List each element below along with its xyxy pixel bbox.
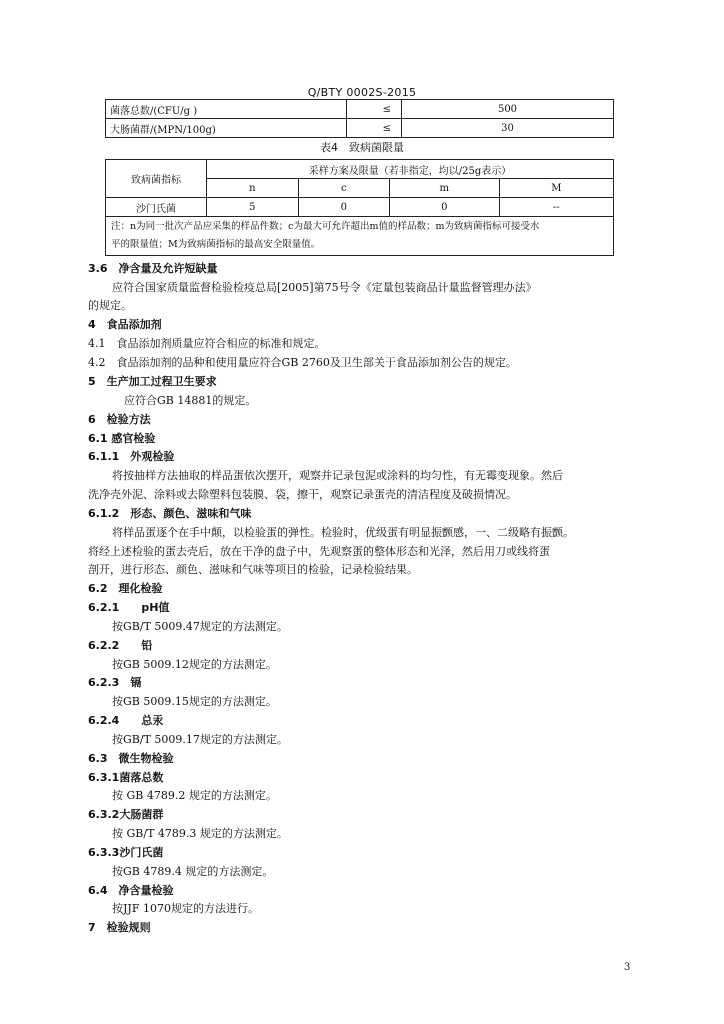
body-text: 4.2 食品添加剂的品种和使用量应符合GB 2760及卫生部关于食品添加剂公告的规定。 xyxy=(88,356,517,369)
section-heading: 6.1.1 外观检验 xyxy=(88,450,175,463)
body-text: 按GB/T 5009.47规定的方法测定。 xyxy=(112,620,288,633)
body-text: 应符合GB 14881的规定。 xyxy=(124,394,257,407)
pathogen-limits-table xyxy=(105,159,614,256)
table-row xyxy=(106,160,614,179)
section-heading: 6.1.2 形态、颜色、滋味和气味 xyxy=(88,507,252,520)
doc-code-header: Q/BTY 0002S-2015 xyxy=(307,86,417,99)
body-text: 将按抽样方法抽取的样品蛋依次摆开，观察并记录包泥或涂料的均匀性，有无霉变现象。然后 xyxy=(112,469,563,482)
section-heading: 6.4 净含量检验 xyxy=(88,884,174,897)
section-heading: 5 生产加工过程卫生要求 xyxy=(88,375,217,388)
table-note xyxy=(106,217,614,256)
table-note-line: 注：n为同一批次产品应采集的样品件数；c为最大可允许超出m值的样品数；m为致病菌指标可接受水 xyxy=(111,221,540,232)
body-text: 按 GB/T 4789.3 规定的方法测定。 xyxy=(112,827,288,840)
table-note-line: 平的限量值；M为致病菌指标的最高安全限量值。 xyxy=(111,239,321,250)
table-cell: 500 xyxy=(402,100,614,119)
table-cell: 沙门氏菌 xyxy=(106,198,207,217)
table-header-cell: n xyxy=(207,179,299,198)
section-heading: 7 检验规则 xyxy=(88,921,151,934)
table-cell: 0 xyxy=(298,198,389,217)
body-text: 将样品蛋逐个在手中颠，以检验蛋的弹性。检验时，优级蛋有明显振颤感，一、二级略有振颤。 xyxy=(112,526,574,539)
table-cell: 菌落总数/(CFU/g ) xyxy=(106,100,347,119)
table-header-cell: 致病菌指标 xyxy=(106,160,207,198)
body-text: 应符合国家质量监督检验检疫总局[2005]第75号令《定量包装商品计量监督管理办法》 xyxy=(112,281,537,294)
table-row xyxy=(106,217,614,256)
section-heading: 6.2 理化检验 xyxy=(88,582,163,595)
table-cell: 大肠菌群/(MPN/100g) xyxy=(106,119,347,138)
body-text: 按GB 5009.15规定的方法测定。 xyxy=(112,695,277,708)
section-heading: 6.2.2 铅 xyxy=(88,639,153,652)
body-text: 按GB 5009.12规定的方法测定。 xyxy=(112,658,277,671)
page-number: 3 xyxy=(624,962,631,973)
body-text: 洗净壳外泥、涂料或去除塑料包装膜、袋，擦干，观察记录蛋壳的清洁程度及破损情况。 xyxy=(88,488,517,501)
table-row xyxy=(106,119,614,138)
table-cell: 5 xyxy=(207,198,299,217)
section-heading: 6.1 感官检验 xyxy=(88,432,156,445)
body-text: 按 GB 4789.2 规定的方法测定。 xyxy=(112,789,277,802)
body-text: 按GB 4789.4 规定的方法测定。 xyxy=(112,865,274,878)
table-row xyxy=(106,198,614,217)
table-cell: 0 xyxy=(389,198,499,217)
table-header-cell: c xyxy=(298,179,389,198)
table-cell: ≤ xyxy=(347,119,402,138)
table-header-cell: M xyxy=(499,179,613,198)
table-cell: 30 xyxy=(402,119,614,138)
body-text: 按JJF 1070规定的方法进行。 xyxy=(112,902,259,915)
table-header-cell: m xyxy=(389,179,499,198)
table-row xyxy=(106,100,614,119)
table-header-cell: 采样方案及限量（若非指定，均以/25g表示） xyxy=(207,160,614,179)
section-heading: 6.3.2大肠菌群 xyxy=(88,808,164,821)
section-heading: 6.2.1 pH值 xyxy=(88,601,170,614)
microbial-limits-table xyxy=(105,99,614,138)
body-text: 的规定。 xyxy=(88,299,132,312)
section-heading: 6.3.1菌落总数 xyxy=(88,771,164,784)
section-heading: 6.3 微生物检验 xyxy=(88,752,174,765)
body-text: 按GB/T 5009.17规定的方法测定。 xyxy=(112,733,288,746)
table4-caption: 表4 致病菌限量 xyxy=(320,141,404,154)
section-heading: 3.6 净含量及允许短缺量 xyxy=(88,262,218,275)
section-heading: 6.2.4 总汞 xyxy=(88,714,164,727)
table-cell: -- xyxy=(499,198,613,217)
section-heading: 4 食品添加剂 xyxy=(88,318,162,331)
body-text: 剖开，进行形态、颜色、滋味和气味等项目的检验，记录检验结果。 xyxy=(88,563,418,576)
section-heading: 6.3.3沙门氏菌 xyxy=(88,846,164,859)
table-cell: ≤ xyxy=(347,100,402,119)
section-heading: 6 检验方法 xyxy=(88,413,151,426)
body-text: 4.1 食品添加剂质量应符合相应的标准和规定。 xyxy=(88,337,326,350)
body-text: 将经上述检验的蛋去壳后，放在干净的盘子中，先观察蛋的整体形态和光泽，然后用刀或线将蛋 xyxy=(88,545,550,558)
section-heading: 6.2.3 镉 xyxy=(88,676,142,689)
